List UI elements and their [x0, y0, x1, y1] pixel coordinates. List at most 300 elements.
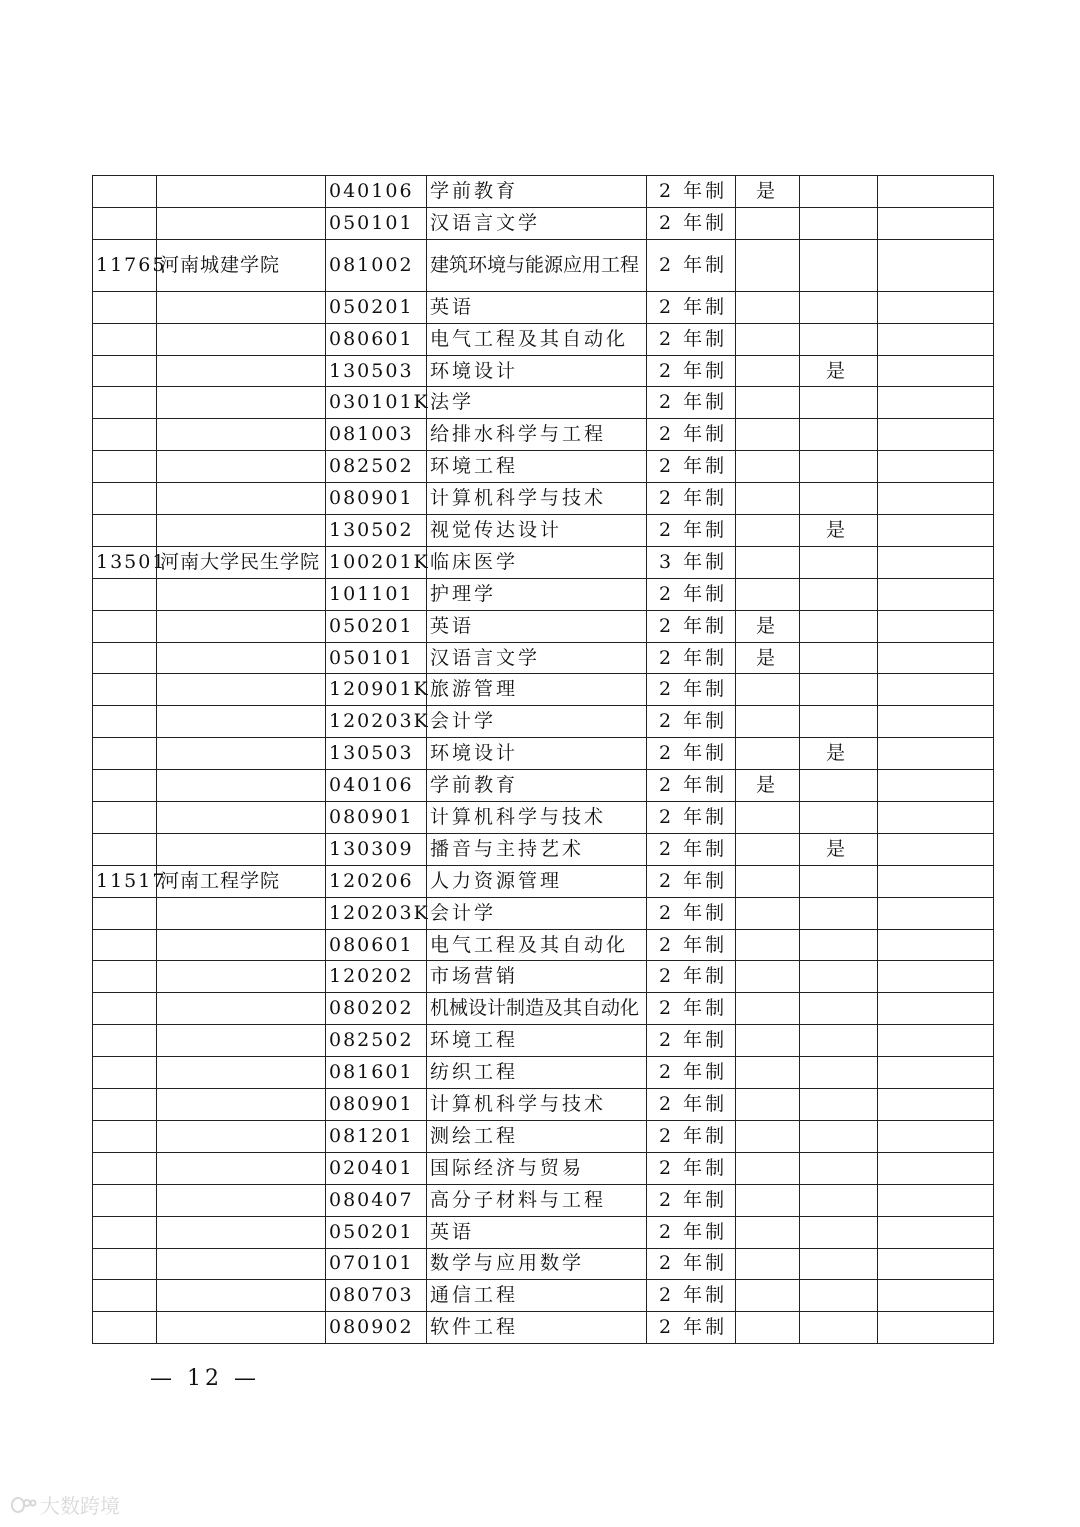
major-name-cell: 电气工程及其自动化 [427, 323, 647, 355]
flag-a-cell [736, 897, 800, 929]
school-name-cell [157, 770, 326, 802]
school-code-cell [93, 515, 157, 547]
major-name-cell: 国际经济与贸易 [427, 1152, 647, 1184]
extra-cell [878, 642, 994, 674]
school-name-cell [157, 176, 326, 208]
school-code-cell: 11765 [93, 239, 157, 291]
extra-cell [878, 770, 994, 802]
major-name-cell: 临床医学 [427, 546, 647, 578]
school-code-cell [93, 802, 157, 834]
table-row [93, 419, 994, 451]
school-code-cell [93, 993, 157, 1025]
extra-cell [878, 1057, 994, 1089]
major-name-cell: 法学 [427, 387, 647, 419]
table-row [93, 176, 994, 208]
major-code-cell: 080407 [326, 1184, 427, 1216]
major-code-cell: 120206 [326, 865, 427, 897]
school-name-cell [157, 1057, 326, 1089]
major-name-cell: 机械设计制造及其自动化 [427, 993, 647, 1025]
major-code-cell: 040106 [326, 770, 427, 802]
major-code-cell: 082502 [326, 1025, 427, 1057]
school-code-cell [93, 291, 157, 323]
flag-a-cell [736, 355, 800, 387]
major-name-cell: 英语 [427, 291, 647, 323]
extra-cell [878, 239, 994, 291]
school-code-cell [93, 578, 157, 610]
flag-a-cell [736, 1025, 800, 1057]
school-name-cell [157, 929, 326, 961]
duration-cell: 2 年制 [647, 176, 736, 208]
major-name-cell: 高分子材料与工程 [427, 1184, 647, 1216]
school-code-cell [93, 1248, 157, 1280]
table-row [93, 865, 994, 897]
duration-cell: 2 年制 [647, 578, 736, 610]
major-name-cell: 建筑环境与能源应用工程 [427, 239, 647, 291]
duration-cell: 2 年制 [647, 642, 736, 674]
extra-cell [878, 1280, 994, 1312]
flag-a-cell [736, 1152, 800, 1184]
major-name-cell: 旅游管理 [427, 674, 647, 706]
duration-cell: 2 年制 [647, 1184, 736, 1216]
major-code-cell: 081201 [326, 1120, 427, 1152]
school-code-cell [93, 770, 157, 802]
school-code-cell [93, 642, 157, 674]
major-code-cell: 080901 [326, 483, 427, 515]
school-name-cell [157, 642, 326, 674]
table-row [93, 1216, 994, 1248]
extra-cell [878, 176, 994, 208]
extra-cell [878, 674, 994, 706]
duration-cell: 2 年制 [647, 738, 736, 770]
major-code-cell: 050101 [326, 642, 427, 674]
table-row [93, 1184, 994, 1216]
flag-b-cell [800, 239, 878, 291]
major-name-cell: 视觉传达设计 [427, 515, 647, 547]
flag-b-cell [800, 770, 878, 802]
flag-b-cell [800, 451, 878, 483]
flag-b-cell [800, 802, 878, 834]
flag-a-cell [736, 738, 800, 770]
major-code-cell: 070101 [326, 1248, 427, 1280]
flag-a-cell [736, 578, 800, 610]
major-code-cell: 080601 [326, 323, 427, 355]
duration-cell: 2 年制 [647, 833, 736, 865]
major-code-cell: 081003 [326, 419, 427, 451]
duration-cell: 2 年制 [647, 961, 736, 993]
school-code-cell [93, 1120, 157, 1152]
major-name-cell: 测绘工程 [427, 1120, 647, 1152]
duration-cell: 2 年制 [647, 387, 736, 419]
school-name-cell [157, 706, 326, 738]
duration-cell: 2 年制 [647, 515, 736, 547]
school-name-cell [157, 1216, 326, 1248]
school-name-cell [157, 674, 326, 706]
major-name-cell: 英语 [427, 1216, 647, 1248]
flag-b-cell [800, 578, 878, 610]
extra-cell [878, 1184, 994, 1216]
school-code-cell [93, 961, 157, 993]
school-name-cell: 河南城建学院 [157, 239, 326, 291]
duration-cell: 2 年制 [647, 1280, 736, 1312]
flag-a-cell: 是 [736, 176, 800, 208]
extra-cell [878, 802, 994, 834]
school-name-cell [157, 451, 326, 483]
school-code-cell [93, 387, 157, 419]
flag-b-cell [800, 1216, 878, 1248]
flag-a-cell [736, 1184, 800, 1216]
table-row [93, 1057, 994, 1089]
flag-a-cell [736, 1312, 800, 1344]
school-name-cell: 河南工程学院 [157, 865, 326, 897]
flag-a-cell [736, 674, 800, 706]
watermark [10, 1490, 120, 1519]
school-code-cell [93, 1057, 157, 1089]
school-name-cell [157, 961, 326, 993]
flag-a-cell [736, 865, 800, 897]
school-name-cell [157, 1152, 326, 1184]
flag-b-cell [800, 1280, 878, 1312]
major-code-cell: 030101K [326, 387, 427, 419]
flag-b-cell [800, 176, 878, 208]
table-row [93, 515, 994, 547]
major-name-cell: 环境设计 [427, 738, 647, 770]
duration-cell: 2 年制 [647, 1312, 736, 1344]
school-code-cell [93, 1152, 157, 1184]
extra-cell [878, 483, 994, 515]
flag-a-cell [736, 387, 800, 419]
table-row [93, 738, 994, 770]
school-name-cell [157, 802, 326, 834]
table-row [93, 546, 994, 578]
school-name-cell [157, 1025, 326, 1057]
school-code-cell [93, 483, 157, 515]
major-name-cell: 学前教育 [427, 770, 647, 802]
major-name-cell: 市场营销 [427, 961, 647, 993]
major-code-cell: 130503 [326, 355, 427, 387]
school-name-cell [157, 515, 326, 547]
flag-a-cell [736, 1280, 800, 1312]
flag-b-cell [800, 897, 878, 929]
page-number: — 12 — [150, 1366, 260, 1391]
duration-cell: 2 年制 [647, 419, 736, 451]
watermark-text: 大数跨境 [40, 1494, 120, 1518]
duration-cell: 2 年制 [647, 929, 736, 961]
extra-cell [878, 387, 994, 419]
flag-b-cell [800, 419, 878, 451]
school-code-cell [93, 355, 157, 387]
extra-cell [878, 833, 994, 865]
flag-a-cell [736, 993, 800, 1025]
school-name-cell [157, 483, 326, 515]
flag-b-cell [800, 610, 878, 642]
major-code-cell: 130503 [326, 738, 427, 770]
major-code-cell: 050201 [326, 1216, 427, 1248]
watermark-logo-icon [10, 1495, 36, 1515]
flag-a-cell [736, 419, 800, 451]
school-code-cell [93, 451, 157, 483]
major-name-cell: 数学与应用数学 [427, 1248, 647, 1280]
school-name-cell [157, 1312, 326, 1344]
flag-b-cell [800, 1089, 878, 1121]
duration-cell: 2 年制 [647, 897, 736, 929]
extra-cell [878, 929, 994, 961]
flag-b-cell [800, 1312, 878, 1344]
extra-cell [878, 1025, 994, 1057]
flag-a-cell [736, 323, 800, 355]
flag-a-cell [736, 1120, 800, 1152]
table-row [93, 993, 994, 1025]
duration-cell: 2 年制 [647, 1216, 736, 1248]
flag-a-cell [736, 515, 800, 547]
school-name-cell [157, 387, 326, 419]
school-code-cell [93, 207, 157, 239]
majors-table [92, 175, 994, 1344]
school-code-cell [93, 1184, 157, 1216]
school-name-cell: 河南大学民生学院 [157, 546, 326, 578]
table-row [93, 929, 994, 961]
extra-cell [878, 1248, 994, 1280]
major-code-cell: 080902 [326, 1312, 427, 1344]
flag-b-cell [800, 546, 878, 578]
table-row [93, 323, 994, 355]
table-row [93, 770, 994, 802]
flag-b-cell [800, 674, 878, 706]
major-code-cell: 050201 [326, 610, 427, 642]
flag-b-cell [800, 387, 878, 419]
flag-a-cell [736, 1057, 800, 1089]
table-row [93, 1248, 994, 1280]
school-code-cell [93, 1280, 157, 1312]
extra-cell [878, 546, 994, 578]
flag-b-cell [800, 291, 878, 323]
major-code-cell: 080901 [326, 1089, 427, 1121]
duration-cell: 2 年制 [647, 1025, 736, 1057]
table-row [93, 207, 994, 239]
flag-b-cell [800, 1025, 878, 1057]
major-code-cell: 130502 [326, 515, 427, 547]
duration-cell: 2 年制 [647, 993, 736, 1025]
major-code-cell: 081601 [326, 1057, 427, 1089]
school-code-cell [93, 176, 157, 208]
duration-cell: 2 年制 [647, 865, 736, 897]
school-name-cell [157, 993, 326, 1025]
school-code-cell: 11517 [93, 865, 157, 897]
major-name-cell: 汉语言文学 [427, 207, 647, 239]
table-row [93, 1025, 994, 1057]
major-name-cell: 计算机科学与技术 [427, 483, 647, 515]
major-name-cell: 计算机科学与技术 [427, 802, 647, 834]
extra-cell [878, 610, 994, 642]
flag-a-cell [736, 291, 800, 323]
flag-b-cell: 是 [800, 355, 878, 387]
extra-cell [878, 355, 994, 387]
school-code-cell [93, 706, 157, 738]
school-code-cell [93, 897, 157, 929]
flag-a-cell [736, 706, 800, 738]
flag-a-cell [736, 929, 800, 961]
school-name-cell [157, 833, 326, 865]
flag-a-cell [736, 833, 800, 865]
school-code-cell [93, 610, 157, 642]
extra-cell [878, 291, 994, 323]
table-row [93, 610, 994, 642]
major-name-cell: 学前教育 [427, 176, 647, 208]
flag-b-cell [800, 993, 878, 1025]
major-code-cell: 081002 [326, 239, 427, 291]
major-code-cell: 100201K [326, 546, 427, 578]
duration-cell: 2 年制 [647, 207, 736, 239]
major-name-cell: 会计学 [427, 897, 647, 929]
duration-cell: 2 年制 [647, 1152, 736, 1184]
flag-a-cell [736, 1089, 800, 1121]
duration-cell: 2 年制 [647, 802, 736, 834]
flag-a-cell [736, 961, 800, 993]
table-row [93, 674, 994, 706]
school-code-cell [93, 738, 157, 770]
school-code-cell: 13501 [93, 546, 157, 578]
school-name-cell [157, 323, 326, 355]
flag-a-cell [736, 802, 800, 834]
duration-cell: 2 年制 [647, 674, 736, 706]
flag-b-cell [800, 323, 878, 355]
extra-cell [878, 1216, 994, 1248]
duration-cell: 3 年制 [647, 546, 736, 578]
major-name-cell: 通信工程 [427, 1280, 647, 1312]
duration-cell: 2 年制 [647, 239, 736, 291]
school-name-cell [157, 738, 326, 770]
table-row [93, 1312, 994, 1344]
extra-cell [878, 419, 994, 451]
school-name-cell [157, 291, 326, 323]
flag-a-cell [736, 483, 800, 515]
major-code-cell: 080601 [326, 929, 427, 961]
flag-a-cell: 是 [736, 642, 800, 674]
school-code-cell [93, 419, 157, 451]
duration-cell: 2 年制 [647, 1057, 736, 1089]
extra-cell [878, 961, 994, 993]
flag-b-cell [800, 961, 878, 993]
table-row [93, 642, 994, 674]
major-code-cell: 120901K [326, 674, 427, 706]
school-code-cell [93, 1025, 157, 1057]
table-row [93, 706, 994, 738]
table-row [93, 833, 994, 865]
major-name-cell: 人力资源管理 [427, 865, 647, 897]
duration-cell: 2 年制 [647, 451, 736, 483]
flag-a-cell [736, 1248, 800, 1280]
table-row [93, 355, 994, 387]
major-name-cell: 播音与主持艺术 [427, 833, 647, 865]
school-code-cell [93, 1216, 157, 1248]
table-row [93, 1152, 994, 1184]
school-name-cell [157, 897, 326, 929]
school-name-cell [157, 1248, 326, 1280]
table-row [93, 1120, 994, 1152]
extra-cell [878, 1312, 994, 1344]
flag-b-cell [800, 207, 878, 239]
table-row [93, 451, 994, 483]
flag-a-cell [736, 239, 800, 291]
major-name-cell: 英语 [427, 610, 647, 642]
major-code-cell: 080901 [326, 802, 427, 834]
flag-b-cell [800, 1152, 878, 1184]
major-name-cell: 软件工程 [427, 1312, 647, 1344]
major-name-cell: 环境设计 [427, 355, 647, 387]
flag-b-cell: 是 [800, 515, 878, 547]
major-name-cell: 环境工程 [427, 1025, 647, 1057]
flag-b-cell [800, 865, 878, 897]
major-name-cell: 护理学 [427, 578, 647, 610]
major-name-cell: 环境工程 [427, 451, 647, 483]
majors-table-body [93, 176, 994, 1344]
major-code-cell: 080703 [326, 1280, 427, 1312]
school-name-cell [157, 355, 326, 387]
flag-b-cell [800, 1057, 878, 1089]
duration-cell: 2 年制 [647, 1120, 736, 1152]
table-row [93, 239, 994, 291]
flag-b-cell [800, 1120, 878, 1152]
major-name-cell: 给排水科学与工程 [427, 419, 647, 451]
extra-cell [878, 706, 994, 738]
major-code-cell: 050101 [326, 207, 427, 239]
school-name-cell [157, 578, 326, 610]
school-code-cell [93, 1312, 157, 1344]
major-code-cell: 020401 [326, 1152, 427, 1184]
extra-cell [878, 865, 994, 897]
major-code-cell: 050201 [326, 291, 427, 323]
school-name-cell [157, 1120, 326, 1152]
extra-cell [878, 1152, 994, 1184]
major-code-cell: 120203K [326, 897, 427, 929]
major-name-cell: 会计学 [427, 706, 647, 738]
school-name-cell [157, 610, 326, 642]
flag-b-cell: 是 [800, 833, 878, 865]
school-name-cell [157, 419, 326, 451]
school-code-cell [93, 1089, 157, 1121]
school-code-cell [93, 674, 157, 706]
extra-cell [878, 578, 994, 610]
extra-cell [878, 323, 994, 355]
flag-a-cell: 是 [736, 770, 800, 802]
school-name-cell [157, 207, 326, 239]
extra-cell [878, 1089, 994, 1121]
school-name-cell [157, 1089, 326, 1121]
major-code-cell: 080202 [326, 993, 427, 1025]
major-name-cell: 纺织工程 [427, 1057, 647, 1089]
table-row [93, 291, 994, 323]
extra-cell [878, 1120, 994, 1152]
flag-a-cell [736, 546, 800, 578]
extra-cell [878, 515, 994, 547]
major-code-cell: 120202 [326, 961, 427, 993]
school-name-cell [157, 1280, 326, 1312]
flag-b-cell [800, 929, 878, 961]
flag-a-cell: 是 [736, 610, 800, 642]
table-row [93, 897, 994, 929]
extra-cell [878, 897, 994, 929]
flag-a-cell [736, 451, 800, 483]
school-name-cell [157, 1184, 326, 1216]
duration-cell: 2 年制 [647, 706, 736, 738]
major-code-cell: 130309 [326, 833, 427, 865]
duration-cell: 2 年制 [647, 610, 736, 642]
major-code-cell: 120203K [326, 706, 427, 738]
table-row [93, 802, 994, 834]
major-name-cell: 汉语言文学 [427, 642, 647, 674]
extra-cell [878, 993, 994, 1025]
duration-cell: 2 年制 [647, 1248, 736, 1280]
flag-b-cell [800, 483, 878, 515]
